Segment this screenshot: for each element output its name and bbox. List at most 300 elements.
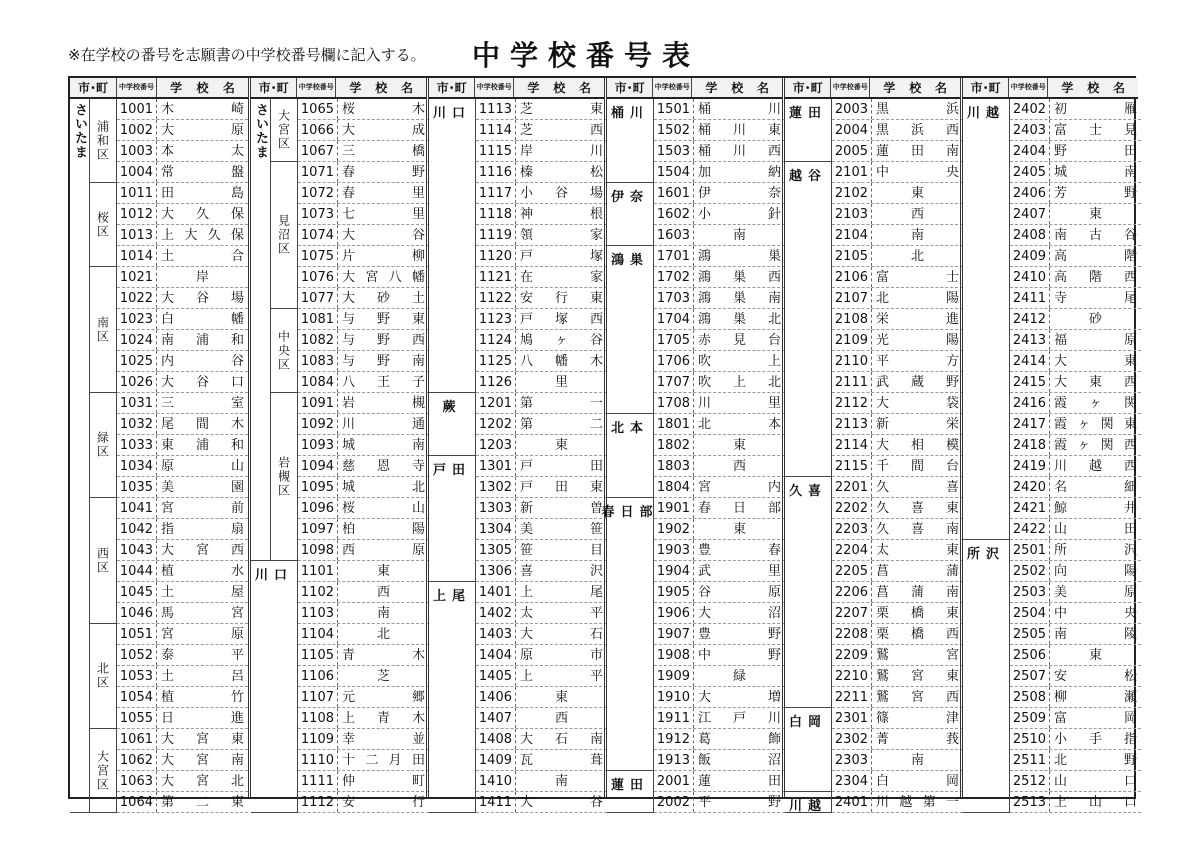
school-number: 2420 (1010, 477, 1050, 497)
school-name-char: 山 (1054, 774, 1068, 789)
school-number: 1061 (117, 729, 157, 749)
school-row (476, 330, 607, 351)
school-number: 2506 (1010, 645, 1050, 665)
school-name-char: 古 (1088, 228, 1102, 243)
school-name-char: 原 (1123, 333, 1137, 348)
school-row (832, 225, 963, 246)
school-row (298, 582, 429, 603)
school-number: 2508 (1010, 687, 1050, 707)
school-row (832, 519, 963, 540)
school-row (832, 204, 963, 225)
column-body (429, 99, 604, 810)
column-header (70, 78, 248, 99)
school-number: 2003 (832, 99, 872, 119)
school-name-char: 植 (161, 690, 175, 705)
school-name-char: 寺 (1054, 291, 1068, 306)
school-name-char: 桶 (698, 144, 712, 159)
school-row (117, 309, 248, 330)
school-name (694, 666, 785, 686)
school-name (516, 624, 607, 644)
school-number: 2512 (1010, 771, 1050, 791)
school-row (832, 267, 963, 288)
school-name-char: 鷲 (876, 690, 890, 705)
school-name-char: 久 (876, 501, 890, 516)
school-row (476, 603, 607, 624)
school-name-char: 月 (388, 753, 402, 768)
school-name-char: 南 (732, 228, 746, 243)
school-name-char: 北 (376, 627, 390, 642)
school-name-char: 本 (161, 144, 175, 159)
school-row (654, 729, 785, 750)
header-school-name (514, 78, 604, 97)
school-name (516, 246, 607, 266)
school-name-char: 岸 (520, 144, 534, 159)
school-row (1010, 750, 1141, 771)
school-row (654, 99, 785, 120)
school-name-char: 久 (207, 228, 221, 243)
school-row (654, 288, 785, 309)
school-row (298, 561, 429, 582)
school-number: 1903 (654, 540, 694, 560)
school-name (157, 561, 248, 581)
school-name-char: 平 (589, 606, 603, 621)
school-name-char: 中 (1054, 606, 1068, 621)
school-name (1050, 372, 1141, 392)
school-name-char: 央 (945, 165, 959, 180)
school-name (516, 792, 607, 812)
school-name (516, 330, 607, 350)
school-name-char: 鴻 (698, 312, 712, 327)
school-name-char: 三 (161, 396, 175, 411)
school-row (1010, 225, 1141, 246)
school-name-char: 関 (1123, 396, 1137, 411)
school-name-char: ヶ (1088, 396, 1102, 411)
school-name (694, 414, 785, 434)
school-name-char: 美 (520, 522, 534, 537)
school-name-char: 和 (230, 333, 244, 348)
school-number: 1022 (117, 288, 157, 308)
school-name (694, 624, 785, 644)
school-row (117, 498, 248, 519)
school-number: 1046 (117, 603, 157, 623)
school-name (338, 708, 429, 728)
header-school-number: 中学校番号 (297, 78, 336, 97)
school-row (476, 750, 607, 771)
school-name-char: 喜 (910, 522, 924, 537)
school-row (832, 435, 963, 456)
school-number: 1405 (476, 666, 516, 686)
school-name (872, 456, 963, 476)
school-number: 1023 (117, 309, 157, 329)
school-row (654, 351, 785, 372)
school-number: 2404 (1010, 141, 1050, 161)
school-name-char: 在 (520, 270, 534, 285)
school-row (476, 540, 607, 561)
school-number: 1110 (298, 750, 338, 770)
school-name (157, 99, 248, 119)
school-name (157, 246, 248, 266)
school-name-char: 桜 (342, 102, 356, 117)
school-row (476, 225, 607, 246)
school-name (1050, 666, 1141, 686)
header-school-name (336, 78, 426, 97)
school-name (157, 372, 248, 392)
school-name (1050, 99, 1141, 119)
school-name-char: 鴻 (698, 291, 712, 306)
school-name (694, 456, 785, 476)
school-name-char: 山 (1088, 795, 1102, 810)
school-name-char: 城 (342, 438, 356, 453)
school-number: 1503 (654, 141, 694, 161)
school-number: 1076 (298, 267, 338, 287)
school-name-char: 芳 (1054, 186, 1068, 201)
school-name-char: 大 (342, 123, 356, 138)
school-name-char: 谷 (195, 291, 209, 306)
school-name (338, 645, 429, 665)
school-name (872, 267, 963, 287)
school-number: 1909 (654, 666, 694, 686)
school-row (117, 456, 248, 477)
school-name (157, 162, 248, 182)
school-number: 2209 (832, 645, 872, 665)
school-name-char: 芝 (520, 102, 534, 117)
school-name-char: 桜 (342, 501, 356, 516)
school-name-char: 城 (1054, 165, 1068, 180)
school-name-char: 平 (698, 795, 712, 810)
school-name-char: 七 (342, 207, 356, 222)
school-name-char: 東 (589, 102, 603, 117)
school-number: 1082 (298, 330, 338, 350)
school-name (516, 561, 607, 581)
school-name (1050, 603, 1141, 623)
city-label: 上尾 (429, 582, 476, 813)
school-name (1050, 267, 1141, 287)
school-name-char: 木 (411, 648, 425, 663)
school-row (476, 351, 607, 372)
school-number: 2302 (832, 729, 872, 749)
column-body (963, 99, 1138, 810)
school-name-char: 里 (411, 207, 425, 222)
school-name-char: 園 (230, 480, 244, 495)
school-name (1050, 519, 1141, 539)
school-name-char: 南 (554, 774, 568, 789)
school-number: 1071 (298, 162, 338, 182)
school-number: 1083 (298, 351, 338, 371)
school-name-char: 間 (910, 459, 924, 474)
school-name-char: 東 (732, 438, 746, 453)
school-row (832, 708, 963, 729)
school-name (157, 225, 248, 245)
school-row (117, 414, 248, 435)
school-number: 1409 (476, 750, 516, 770)
school-name (338, 414, 429, 434)
school-number: 2507 (1010, 666, 1050, 686)
header-school-name (1048, 78, 1138, 97)
school-number: 2414 (1010, 351, 1050, 371)
school-row (117, 141, 248, 162)
column-header (429, 78, 604, 99)
school-name-char: 桶 (698, 102, 712, 117)
school-name (1050, 456, 1141, 476)
school-row (476, 729, 607, 750)
school-name-char: 沼 (767, 753, 781, 768)
school-number: 2001 (654, 771, 694, 791)
school-name (157, 624, 248, 644)
school-row (1010, 372, 1141, 393)
school-name-char: 山 (230, 459, 244, 474)
school-name-char: 西 (910, 207, 924, 222)
school-name (694, 183, 785, 203)
school-row (832, 351, 963, 372)
school-name (338, 435, 429, 455)
school-name (516, 288, 607, 308)
school-name (516, 603, 607, 623)
school-number: 1102 (298, 582, 338, 602)
school-number: 2208 (832, 624, 872, 644)
school-name-char: 田 (554, 480, 568, 495)
school-row (117, 162, 248, 183)
school-number: 1803 (654, 456, 694, 476)
school-name-char: 砂 (1088, 312, 1102, 327)
school-name-char: 豊 (698, 543, 712, 558)
school-number: 1120 (476, 246, 516, 266)
school-name-char: 北 (876, 291, 890, 306)
school-name-char: 初 (1054, 102, 1068, 117)
school-row (654, 183, 785, 204)
city-label: 川口 (251, 561, 298, 813)
school-name-char: 木 (411, 102, 425, 117)
school-name (516, 225, 607, 245)
school-name-char: 川 (767, 102, 781, 117)
school-number: 2513 (1010, 792, 1050, 812)
school-name (516, 120, 607, 140)
school-name-char: 西 (767, 144, 781, 159)
school-name (694, 99, 785, 119)
school-row (654, 330, 785, 351)
school-number: 2501 (1010, 540, 1050, 560)
school-name-char: ヶ (554, 333, 568, 348)
school-number: 1302 (476, 477, 516, 497)
school-name-char: 田 (411, 753, 425, 768)
school-number: 1033 (117, 435, 157, 455)
school-name-char: 田 (1123, 522, 1137, 537)
school-name-char: 大 (342, 270, 356, 285)
school-name (157, 393, 248, 413)
school-number: 2207 (832, 603, 872, 623)
school-row (1010, 561, 1141, 582)
school-row (1010, 204, 1141, 225)
table-column (960, 78, 1138, 810)
column-header (785, 78, 960, 99)
school-name-char: 土 (161, 249, 175, 264)
school-name-char: 平 (230, 648, 244, 663)
school-name (338, 141, 429, 161)
school-row (298, 288, 429, 309)
school-name-char: 中 (876, 165, 890, 180)
school-row (654, 120, 785, 141)
header-char: 校 (731, 81, 744, 95)
school-row (298, 708, 429, 729)
school-name-char: 浜 (910, 123, 924, 138)
school-name-char: 陽 (411, 522, 425, 537)
school-number: 2206 (832, 582, 872, 602)
school-row (1010, 540, 1141, 561)
school-row (832, 246, 963, 267)
city-label: 戸田 (429, 456, 476, 582)
school-name-char: 橋 (411, 144, 425, 159)
school-name-char: 川 (698, 396, 712, 411)
school-row (476, 666, 607, 687)
school-name-char: 蓮 (698, 774, 712, 789)
school-number: 1081 (298, 309, 338, 329)
school-name (516, 708, 607, 728)
school-name-char: 奈 (767, 186, 781, 201)
school-number: 2103 (832, 204, 872, 224)
school-number: 2202 (832, 498, 872, 518)
school-name-char: 春 (342, 186, 356, 201)
school-name-char: 木 (230, 417, 244, 432)
school-row (832, 561, 963, 582)
school-name-char: 田 (910, 144, 924, 159)
school-name (694, 498, 785, 518)
school-name (694, 729, 785, 749)
school-number: 1501 (654, 99, 694, 119)
school-name (338, 750, 429, 770)
school-name (694, 603, 785, 623)
school-name (872, 393, 963, 413)
city-label: 越谷 (785, 162, 832, 477)
school-name-char: 野 (1123, 186, 1137, 201)
school-number: 2005 (832, 141, 872, 161)
school-name (157, 540, 248, 560)
school-name-char: 新 (520, 501, 534, 516)
school-name-char: 西 (1123, 459, 1137, 474)
school-name-char: 緑 (732, 669, 746, 684)
school-row (476, 183, 607, 204)
school-name-char: 巣 (767, 249, 781, 264)
school-row (117, 120, 248, 141)
school-name (338, 477, 429, 497)
school-number: 1101 (298, 561, 338, 581)
school-name-char: 宮 (195, 753, 209, 768)
school-number: 1072 (298, 183, 338, 203)
school-number: 1410 (476, 771, 516, 791)
school-number: 1004 (117, 162, 157, 182)
city-label: 北本 (607, 414, 654, 498)
school-number: 1202 (476, 414, 516, 434)
school-name-char: 田 (767, 774, 781, 789)
school-name-char: 一 (589, 396, 603, 411)
school-name-char: 階 (1123, 249, 1137, 264)
school-name-char: 所 (1054, 543, 1068, 558)
school-name-char: 南 (376, 606, 390, 621)
school-row (298, 540, 429, 561)
school-name (516, 582, 607, 602)
school-name-char: 寺 (411, 459, 425, 474)
school-name-char: 瓦 (520, 753, 534, 768)
school-name-char: 宮 (161, 627, 175, 642)
school-name-char: 葺 (589, 753, 603, 768)
school-number: 2416 (1010, 393, 1050, 413)
header-school-name (692, 78, 782, 97)
school-number: 1125 (476, 351, 516, 371)
column-body (70, 99, 248, 810)
school-row (832, 393, 963, 414)
ward-label: 見沼区 (271, 162, 298, 309)
school-name-char: 土 (161, 585, 175, 600)
school-name-char: 西 (589, 312, 603, 327)
school-name (338, 246, 429, 266)
header-school-number: 中学校番号 (117, 78, 157, 97)
school-row (476, 435, 607, 456)
school-name-char: 幡 (554, 354, 568, 369)
school-name (872, 603, 963, 623)
school-number: 2107 (832, 288, 872, 308)
school-name (516, 666, 607, 686)
school-name-char: 宮 (365, 270, 379, 285)
school-name-char: 口 (230, 375, 244, 390)
school-name (338, 225, 429, 245)
school-name-char: 関 (1100, 438, 1114, 453)
school-number: 1103 (298, 603, 338, 623)
school-number: 2002 (654, 792, 694, 812)
school-name-char: 行 (411, 795, 425, 810)
school-number: 2108 (832, 309, 872, 329)
school-row (1010, 267, 1141, 288)
school-name-char: 越 (1088, 459, 1102, 474)
school-number: 1024 (117, 330, 157, 350)
school-number: 2204 (832, 540, 872, 560)
header-char: 学 (527, 81, 540, 95)
school-name (1050, 246, 1141, 266)
school-name (694, 309, 785, 329)
school-name-char: 木 (589, 354, 603, 369)
school-name (1050, 204, 1141, 224)
school-row (298, 372, 429, 393)
school-name (157, 414, 248, 434)
city-label: 蕨 (429, 393, 476, 456)
school-row (476, 99, 607, 120)
school-name-char: 大 (698, 606, 712, 621)
school-name (1050, 351, 1141, 371)
school-name-char: 岡 (1123, 711, 1137, 726)
school-row (1010, 351, 1141, 372)
school-name (872, 729, 963, 749)
school-name (157, 792, 248, 812)
school-name-char: 柳 (411, 249, 425, 264)
school-number: 1025 (117, 351, 157, 371)
school-name-char: 富 (1054, 123, 1068, 138)
school-row (832, 666, 963, 687)
school-number: 1104 (298, 624, 338, 644)
school-name-char: 美 (161, 480, 175, 495)
school-number: 1014 (117, 246, 157, 266)
school-name-char: 袋 (945, 396, 959, 411)
school-name (516, 309, 607, 329)
school-name-char: 進 (230, 711, 244, 726)
school-name (872, 309, 963, 329)
school-number: 2502 (1010, 561, 1050, 581)
school-name-char: 高 (1054, 270, 1068, 285)
school-name-char: 小 (1054, 732, 1068, 747)
school-row (1010, 771, 1141, 792)
school-name-char: 蔵 (910, 375, 924, 390)
city-label: 桶川 (607, 99, 654, 183)
school-name-char: 保 (230, 228, 244, 243)
school-row (117, 372, 248, 393)
school-row (1010, 309, 1141, 330)
school-row (476, 456, 607, 477)
